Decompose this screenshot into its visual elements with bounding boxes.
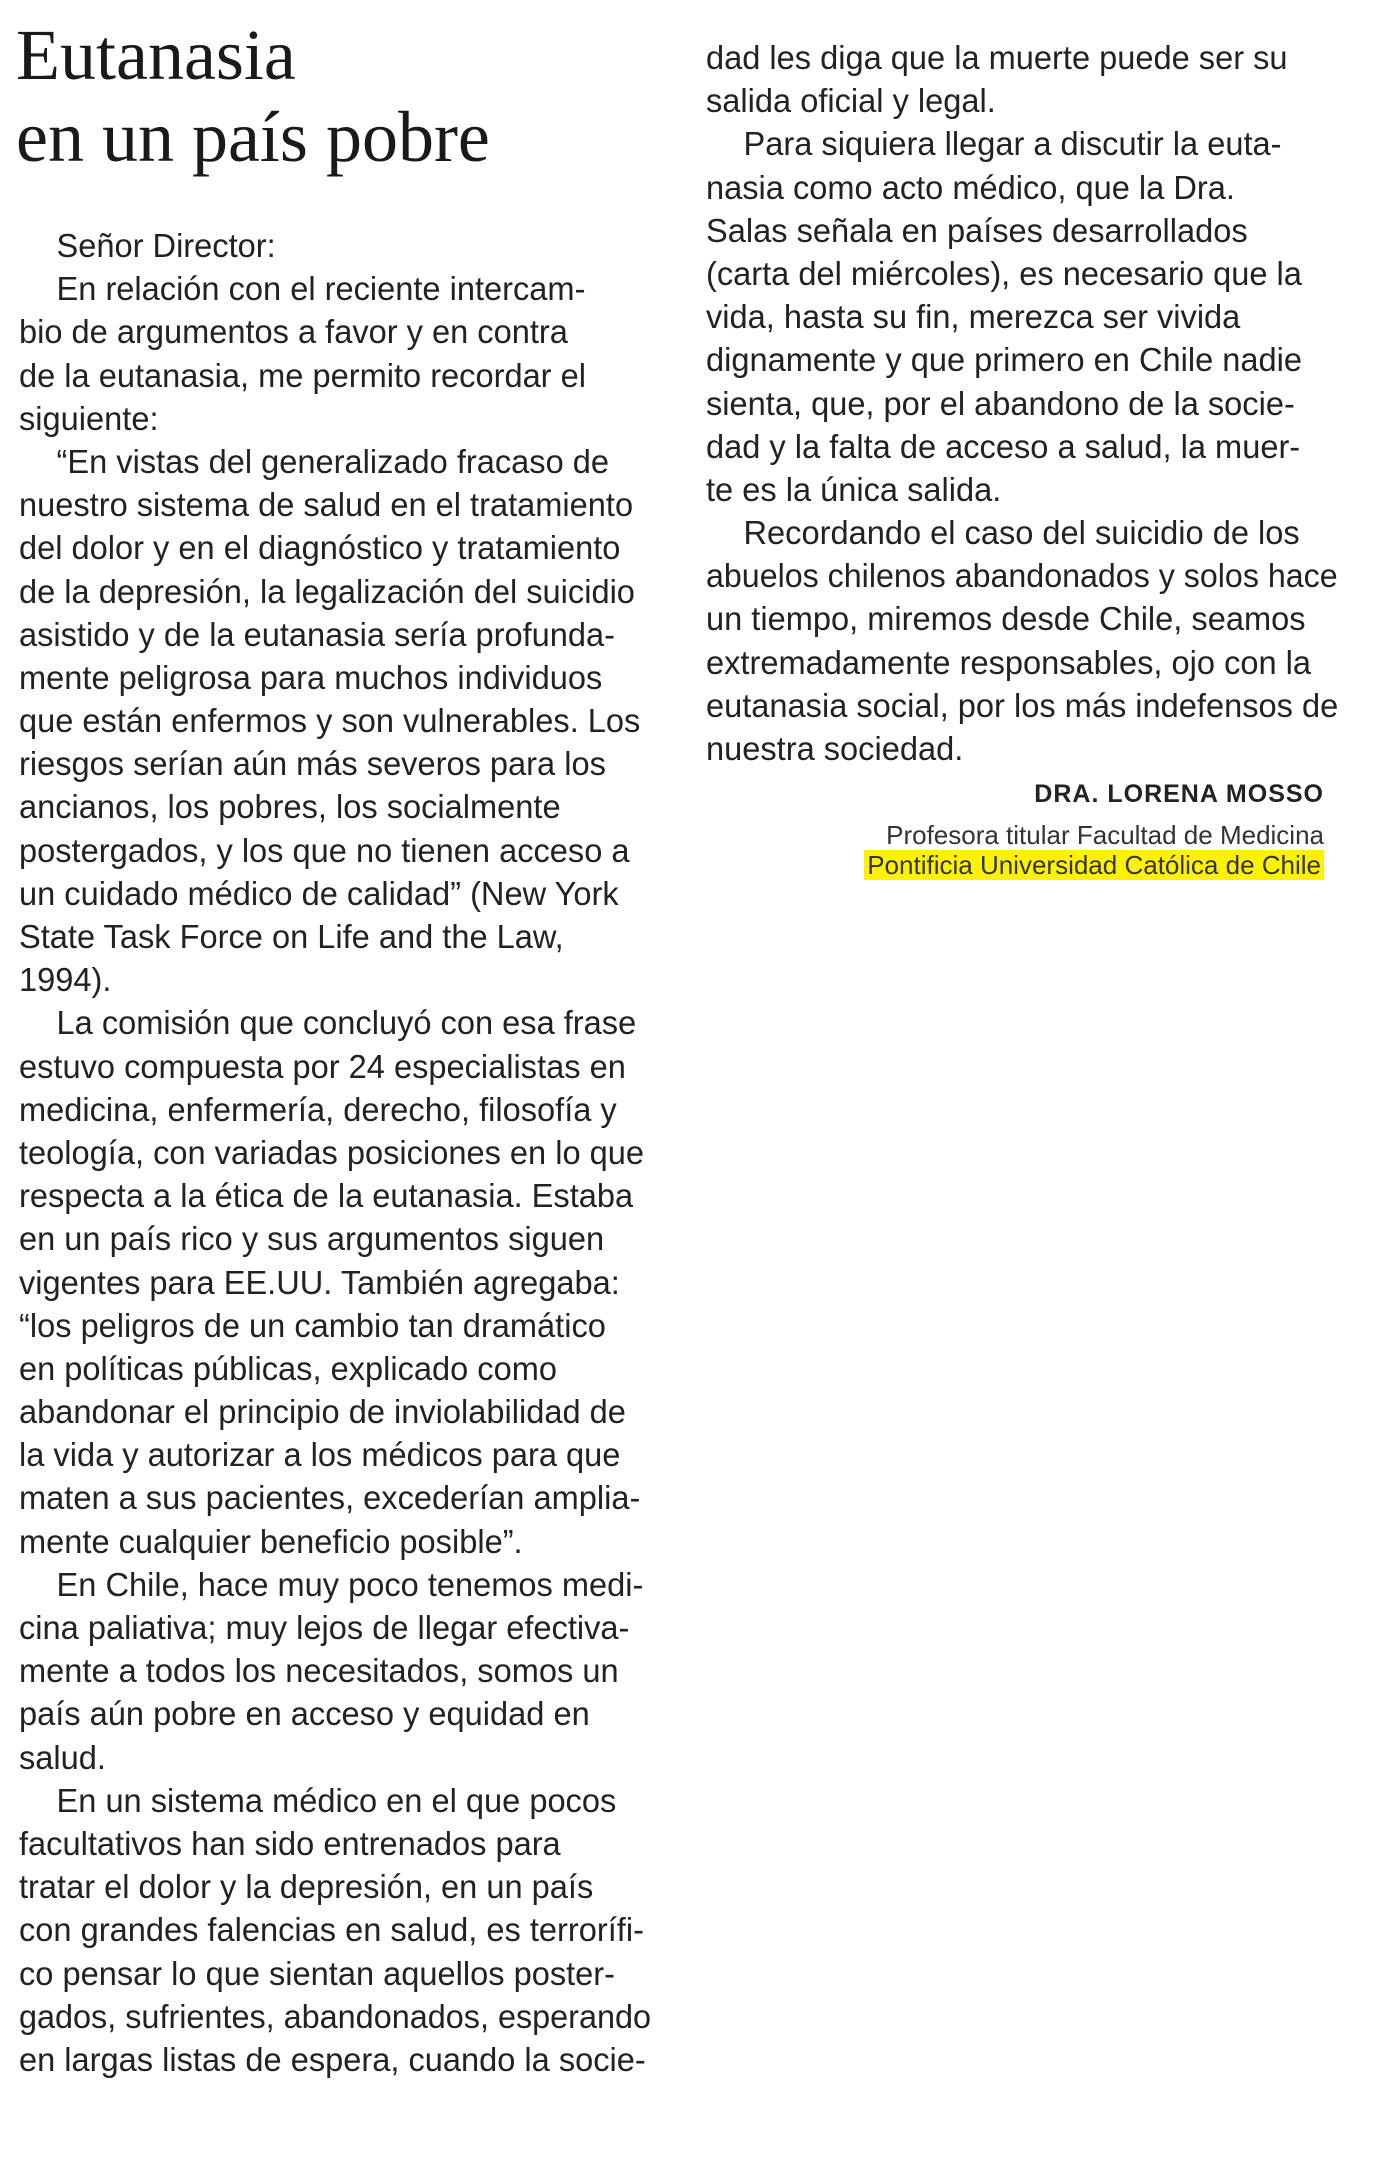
text-line: del dolor y en el diagnóstico y tratamiento: [19, 529, 621, 567]
text-line: sienta, que, por el abandono de la socie-: [706, 384, 1295, 422]
text-line: En Chile, hace muy poco tenemos medi-: [56, 1565, 644, 1603]
text-line: dignamente y que primero en Chile nadie: [706, 341, 1303, 379]
letter-body-left-column: [19, 224, 659, 2081]
text-line: de la eutanasia, me permito recordar el: [19, 356, 586, 394]
text-line: gados, sufrientes, abandonados, esperando: [19, 1997, 652, 2035]
text-line: con grandes falencias en salud, es terrorífi-: [19, 1911, 644, 1949]
text-line: Señor Director:: [56, 227, 276, 264]
letter-headline: [16, 14, 676, 178]
text-line: país aún pobre en acceso y equidad en: [19, 1695, 590, 1733]
author-name: DRA. LORENA MOSSO: [1034, 780, 1324, 808]
text-line: la vida y autorizar a los médicos para que: [19, 1436, 621, 1474]
text-line: en un país rico y sus argumentos siguen: [19, 1220, 605, 1258]
text-line: un cuidado médico de calidad” (New York: [19, 874, 619, 912]
text-line: dad y la falta de acceso a salud, la muer-: [706, 427, 1301, 465]
text-line: nasia como acto médico, que la Dra.: [706, 168, 1235, 206]
text-line: abuelos chilenos abandonados y solos hace: [706, 557, 1338, 595]
text-line: “los peligros de un cambio tan dramático: [19, 1306, 606, 1344]
text-line: vida, hasta su fin, merezca ser vivida: [706, 298, 1241, 336]
text-line: riesgos serían aún más severos para los: [19, 745, 606, 783]
text-line: extremadamente responsables, ojo con la: [706, 643, 1312, 681]
text-line: facultativos han sido entrenados para: [19, 1824, 561, 1862]
text-line: estuvo compuesta por 24 especialistas en: [19, 1047, 626, 1085]
text-line: tratar el dolor y la depresión, en un país: [19, 1868, 594, 1906]
text-line: En relación con el reciente intercam-: [56, 270, 586, 308]
letter-body-right-column: [706, 36, 1346, 770]
text-line: te es la única salida.: [706, 470, 1002, 508]
text-line: Para siquiera llegar a discutir la euta-: [743, 125, 1282, 163]
text-line: En un sistema médico en el que pocos: [56, 1781, 617, 1819]
text-line: en políticas públicas, explicado como: [19, 1349, 558, 1387]
text-line: bio de argumentos a favor y en contra: [19, 313, 568, 351]
text-line: co pensar lo que sientan aquellos poster-: [19, 1954, 616, 1992]
text-line: respecta a la ética de la eutanasia. Estaba: [19, 1177, 634, 1215]
text-line: State Task Force on Life and the Law,: [19, 918, 564, 955]
text-line: maten a sus pacientes, excederían amplia-: [19, 1479, 641, 1517]
text-line: La comisión que concluyó con esa frase: [56, 1004, 637, 1042]
text-line: asistido y de la eutanasia sería profunda-: [19, 615, 616, 653]
headline-line-1: Eutanasia: [16, 15, 296, 95]
text-line: de la depresión, la legalización del suicidio: [19, 572, 635, 610]
text-line: (carta del miércoles), es necesario que la: [706, 254, 1302, 292]
text-line: postergados, y los que no tienen acceso a: [19, 831, 630, 869]
text-line: cina paliativa; muy lejos de llegar efectiva-: [19, 1609, 630, 1646]
text-line: Recordando el caso del suicidio de los: [743, 514, 1300, 552]
text-line: dad les diga que la muerte puede ser su: [706, 39, 1288, 76]
text-line: siguiente:: [19, 399, 159, 437]
text-line: que están enfermos y son vulnerables. Los: [19, 702, 641, 740]
text-line: 1994).: [19, 961, 112, 999]
text-line: en largas listas de espera, cuando la socie-: [19, 2040, 646, 2078]
text-line: Salas señala en países desarrollados: [706, 211, 1248, 249]
author-role: Profesora titular Facultad de Medicina: [886, 820, 1324, 850]
text-line: nuestro sistema de salud en el tratamiento: [19, 486, 634, 524]
text-line: salida oficial y legal.: [706, 82, 996, 120]
author-institution-highlighted: Pontificia Universidad Católica de Chile: [864, 850, 1324, 880]
text-line: teología, con variadas posiciones en lo que: [19, 1133, 645, 1171]
text-line: mente peligrosa para muchos individuos: [19, 658, 603, 696]
text-line: medicina, enfermería, derecho, filosofía y: [19, 1090, 617, 1128]
text-line: abandonar el principio de inviolabilidad de: [19, 1393, 626, 1431]
letter-signature: [864, 776, 1324, 880]
text-line: “En vistas del generalizado fracaso de: [56, 442, 610, 480]
text-line: nuestra sociedad.: [706, 730, 964, 767]
text-line: eutanasia social, por los más indefensos de: [706, 686, 1339, 724]
headline-line-2: en un país pobre: [16, 97, 490, 177]
text-line: vigentes para EE.UU. También agregaba:: [19, 1263, 620, 1301]
text-line: mente cualquier beneficio posible”.: [19, 1522, 523, 1560]
text-line: mente a todos los necesitados, somos un: [19, 1652, 619, 1690]
text-line: un tiempo, miremos desde Chile, seamos: [706, 600, 1306, 638]
text-line: salud.: [19, 1738, 106, 1776]
text-line: ancianos, los pobres, los socialmente: [19, 788, 561, 826]
